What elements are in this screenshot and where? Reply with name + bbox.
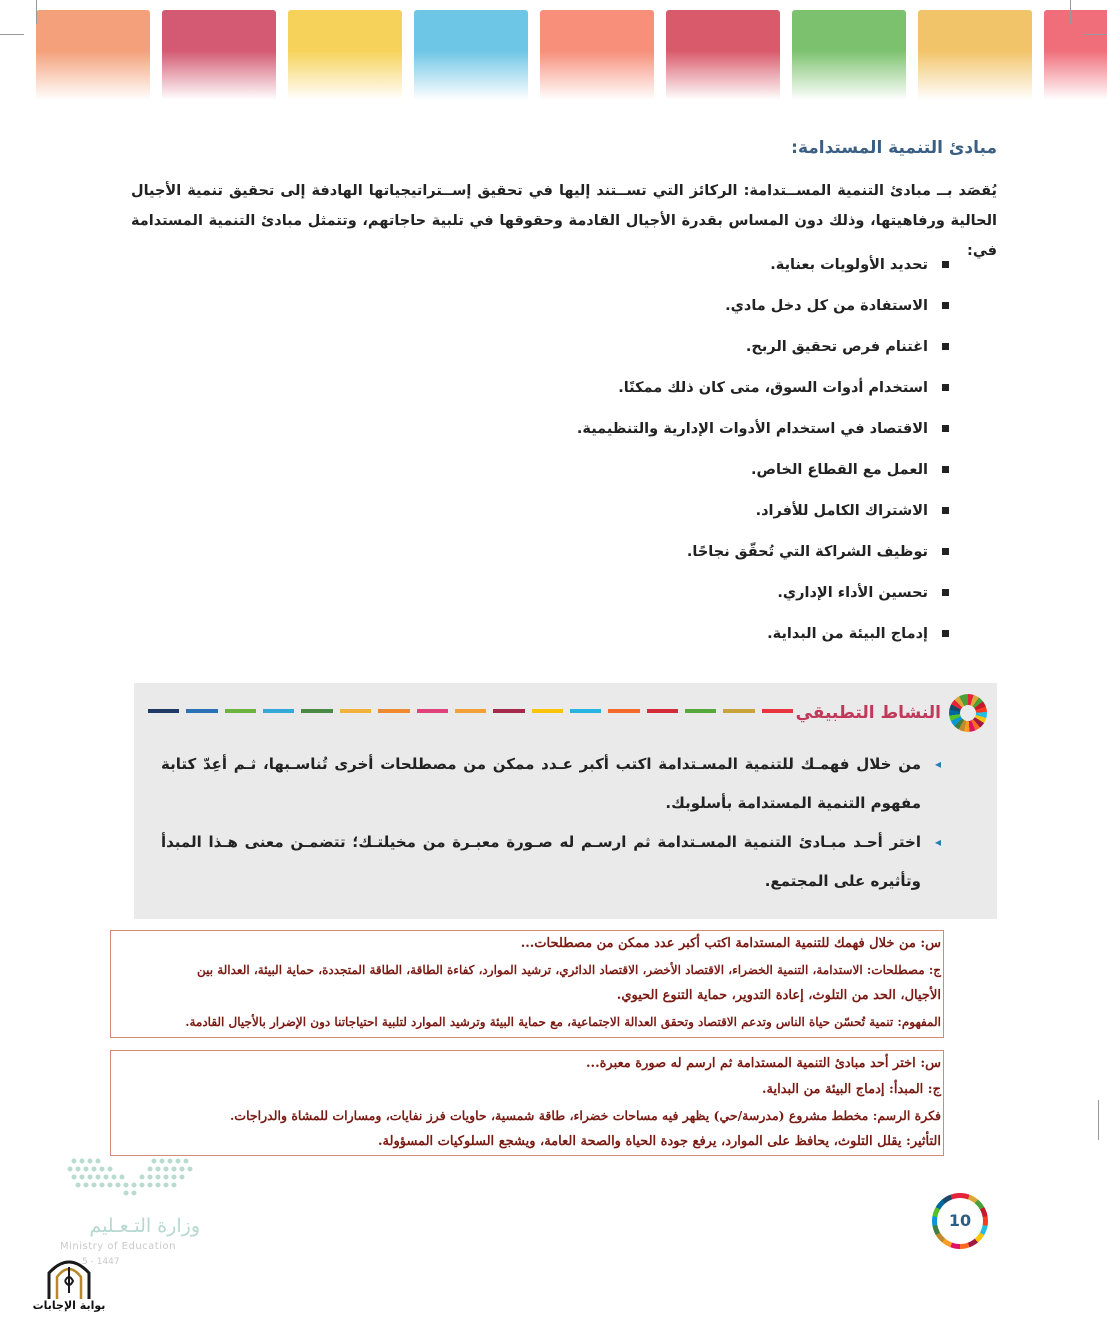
activity-list (161, 745, 921, 901)
dash-segment (608, 709, 639, 713)
activity-box (134, 683, 997, 919)
principles-list (349, 244, 949, 654)
crop-mark (1070, 0, 1071, 24)
list-item-text: إدماج البيئة من البداية. (767, 625, 928, 642)
list-item (349, 613, 949, 654)
bullet-square-icon (942, 507, 949, 514)
answer-line: س: اختر أحد مبادئ التنمية المستدامة ثم ارسم له صورة معبرة... (586, 1056, 941, 1071)
answers-gate-logo (32, 1255, 106, 1325)
answer-box (110, 1050, 944, 1156)
activity-item: ◂ اختر أحـد مبـادئ التنمية المسـتدامة ثم ارسـم له صـورة معبـرة من مخيلتـك؛ تتضمـن معنى هـذا المبدأ وتأثيره على المجتمع. (161, 823, 921, 901)
answer-line: فكرة الرسم: مخطط مشروع (مدرسة/حي) يظهر فيه مساحات خضراء، طاقة شمسية، حاويات فرز نفايات، ومسارات للمشاة والدراجات. (229, 1108, 941, 1123)
color-swatch (36, 10, 150, 100)
ministry-name-english: Ministry of Education (60, 1241, 176, 1252)
intro-term: يُقصَد بــ مبادئ التنمية المســتدامة: (743, 183, 997, 199)
answer-line: الأجيال، الحد من التلوث، إعادة التدوير، حماية التنوع الحيوي. (616, 988, 941, 1003)
bullet-square-icon (942, 261, 949, 268)
colored-dash-divider (148, 709, 793, 713)
list-item (349, 244, 949, 285)
answer-line: ج: المبدأ: إدماج البيئة من البداية. (762, 1082, 941, 1097)
dash-segment (647, 709, 678, 713)
list-item-text: الاقتصاد في استخدام الأدوات الإدارية والتنظيمية. (576, 420, 928, 437)
crop-mark (0, 34, 24, 35)
dash-segment (301, 709, 332, 713)
bullet-square-icon (942, 384, 949, 391)
dash-segment (148, 709, 179, 713)
bullet-square-icon (942, 466, 949, 473)
list-item-text: العمل مع القطاع الخاص. (751, 461, 928, 478)
ministry-year: 5 - 1447 (82, 1257, 120, 1267)
answer-line: المفهوم: تنمية تُحسّن حياة الناس وتدعم الاقتصاد وتحقق العدالة الاجتماعية، مع حماية البيئة وترشيد الموارد لتلبية احتياجاتنا دون الإضرار بالأجيال القادمة. (185, 1015, 941, 1029)
dash-segment (186, 709, 217, 713)
bullet-square-icon (942, 630, 949, 637)
activity-item: ◂ من خلال فهمـك للتنمية المسـتدامة اكتب أكبر عـدد ممكن من مصطلحات أخرى تُناسـبها، ثـم أعِدّ كتابة مفهوم التنمية المستدامة بأسلوبك. (161, 745, 921, 823)
list-item (349, 367, 949, 408)
page-number: 10 (937, 1198, 983, 1244)
color-swatch (666, 10, 780, 100)
page-number-badge (932, 1193, 988, 1249)
list-item (349, 449, 949, 490)
answer-line: س: من خلال فهمك للتنمية المستدامة اكتب أكبر عدد ممكن من مصطلحات... (520, 936, 941, 951)
dash-segment (263, 709, 294, 713)
top-color-strip (36, 10, 1096, 100)
gate-arch-icon (32, 1255, 106, 1299)
activity-header (796, 693, 987, 733)
sdg-wheel-icon (949, 694, 987, 732)
section-title: مبادئ التنمية المستدامة: (791, 138, 997, 158)
dash-segment (417, 709, 448, 713)
list-item-text: اغتنام فرص تحقيق الربح. (745, 338, 928, 355)
list-item (349, 531, 949, 572)
dash-segment (723, 709, 754, 713)
color-swatch (162, 10, 276, 100)
dash-segment (685, 709, 716, 713)
answer-line: ج: مصطلحات: الاستدامة، التنمية الخضراء، الاقتصاد الأخضر، الاقتصاد الدائري، ترشيد الموارد، كفاءة الطاقة، الطاقة المتجددة، حماية البيئة، العدالة بين (196, 963, 941, 977)
color-swatch (918, 10, 1032, 100)
list-item (349, 572, 949, 613)
list-item-text: تحديد الأولويات بعناية. (770, 256, 928, 273)
crop-mark (36, 0, 37, 24)
color-swatch (414, 10, 528, 100)
intro-text: الركائز التي تســتند إليها في تحقيق إســتراتيجياتها الهادفة إلى تحقيق تنمية الأجيال الحالية ورفاهيتها، وذلك دون المساس بقدرة الأجيال القادمة وحقوقها في تلبية حاجاتهم، وتتمثل مبادئ التنمية المستدامة في: (131, 183, 997, 259)
list-item-text: استخدام أدوات السوق، متى كان ذلك ممكنًا. (618, 379, 928, 396)
activity-title: النشاط التطبيقي (795, 703, 941, 723)
dash-segment (378, 709, 409, 713)
bullet-square-icon (942, 425, 949, 432)
answer-line: التأثير: يقلل التلوث، يحافظ على الموارد، يرفع جودة الحياة والصحة العامة، ويشجع السلوكيات المسؤولة. (378, 1134, 941, 1149)
dash-segment (493, 709, 524, 713)
color-swatch (288, 10, 402, 100)
dash-segment (455, 709, 486, 713)
list-item-text: الاشتراك الكامل للأفراد. (755, 502, 928, 519)
crop-mark (1083, 34, 1107, 35)
bullet-square-icon (942, 589, 949, 596)
bullet-square-icon (942, 548, 949, 555)
list-item-text: توظيف الشراكة التي تُحقّق نجاحًا. (686, 543, 928, 560)
list-item-text: الاستفادة من كل دخل مادي. (725, 297, 928, 314)
bullet-square-icon (942, 302, 949, 309)
list-item-text: تحسين الأداء الإداري. (777, 584, 928, 601)
ministry-dots-icon (64, 1155, 196, 1199)
color-swatch (540, 10, 654, 100)
list-item (349, 285, 949, 326)
dash-segment (225, 709, 256, 713)
gate-label: بوابة الإجابات (32, 1299, 106, 1312)
dash-segment (762, 709, 793, 713)
dash-segment (532, 709, 563, 713)
list-item (349, 326, 949, 367)
list-item (349, 408, 949, 449)
dash-segment (340, 709, 371, 713)
dash-segment (570, 709, 601, 713)
color-swatch (792, 10, 906, 100)
answer-box (110, 930, 944, 1038)
list-item (349, 490, 949, 531)
ministry-name-arabic: وزارة التـعـليم (89, 1215, 200, 1237)
color-swatch (1044, 10, 1107, 100)
crop-mark (1098, 1100, 1099, 1140)
bullet-square-icon (942, 343, 949, 350)
